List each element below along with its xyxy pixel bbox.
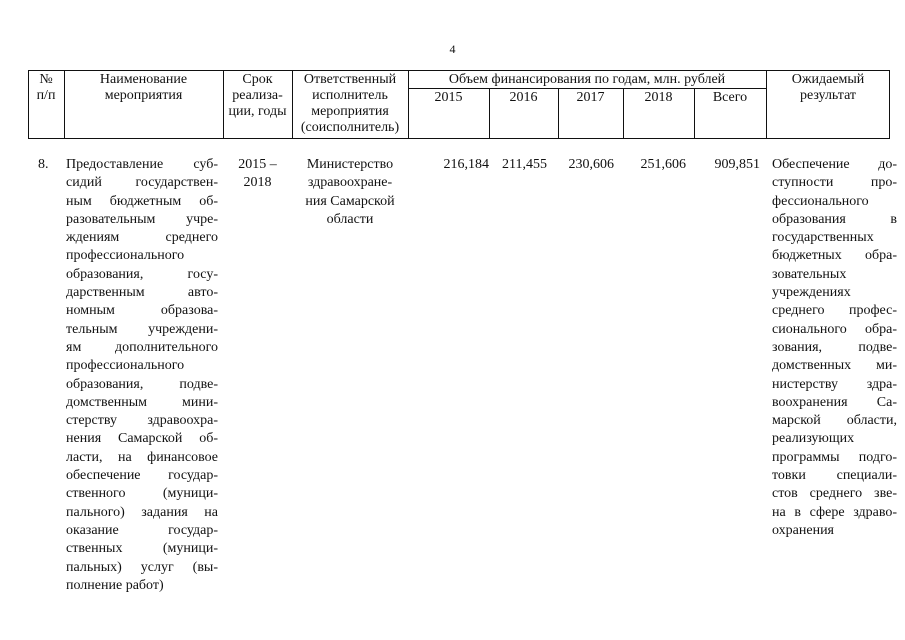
result-line: стов среднего зве-	[772, 486, 897, 502]
responsible-line: области	[326, 211, 374, 227]
description-line: Предоставление суб-	[66, 157, 218, 172]
header-number-line: №	[39, 72, 53, 87]
header-term-line: ции, годы	[228, 104, 287, 119]
description-line: ждениям среднего	[66, 230, 218, 246]
description-line: ям дополнительного	[66, 339, 218, 355]
header-result-line: Ожидаемый	[791, 72, 865, 87]
header-number	[28, 72, 64, 104]
description-line: профессионального	[66, 358, 185, 374]
description-line: пальных) услуг (вы-	[66, 559, 218, 575]
header-total: Всего	[712, 90, 748, 105]
value-2017: 230,606	[568, 157, 614, 172]
header-funding: Объем финансирования по годам, млн. рублей	[448, 72, 726, 87]
description-line: сидий государствен-	[66, 175, 218, 191]
row-number: 8.	[38, 157, 49, 172]
description-line: образования, госу-	[66, 266, 218, 282]
description-line: ственного (муници-	[66, 486, 218, 502]
header-year-2016: 2016	[509, 90, 538, 105]
responsible-line: ния Самарской	[305, 193, 395, 209]
funding-subheader-line	[408, 88, 766, 89]
description-line: ным бюджетным об-	[66, 193, 218, 209]
result-line: среднего профес-	[772, 303, 897, 319]
value-2016: 211,455	[502, 157, 547, 172]
header-term-line: реализа-	[232, 88, 283, 103]
responsible-line: здравоохране-	[307, 175, 393, 191]
value-total: 909,851	[714, 157, 760, 172]
description-line: нения Самарской об-	[66, 431, 218, 447]
result-line: образования в	[772, 211, 897, 227]
row-description	[66, 156, 218, 595]
result-line: фессионального	[772, 193, 869, 209]
result-line: зования, подве-	[772, 339, 897, 355]
header-result	[766, 72, 890, 104]
description-line: разовательным учре-	[66, 211, 218, 227]
description-line: стерству здравоохра-	[66, 413, 218, 429]
value-2018: 251,606	[640, 157, 686, 172]
row-responsible	[292, 156, 408, 229]
description-line: номным образова-	[66, 303, 218, 319]
description-line: тельным учреждени-	[66, 321, 218, 337]
result-line: товки специали-	[772, 468, 897, 484]
row-term-line: 2015 –	[238, 157, 277, 172]
header-name-line: мероприятия	[104, 88, 183, 103]
result-line: зовательных	[772, 266, 847, 282]
result-line: охранения	[772, 522, 834, 538]
description-line: образования, подве-	[66, 376, 218, 392]
page-number: 4	[449, 42, 456, 56]
header-year-2018: 2018	[644, 90, 673, 105]
row-term-line: 2018	[243, 175, 272, 191]
result-line: сионального обра-	[772, 321, 897, 337]
header-name-line: Наименование	[99, 72, 188, 87]
header-responsible	[292, 72, 408, 136]
description-line: дарственным авто-	[66, 285, 218, 301]
header-term	[223, 72, 292, 120]
responsible-line: Министерство	[306, 157, 394, 172]
header-responsible-line: (соисполнитель)	[300, 120, 400, 135]
value-2015: 216,184	[443, 157, 489, 172]
result-line: марской области,	[772, 413, 897, 429]
result-line: учреждениях	[772, 285, 851, 301]
header-year-2015: 2015	[434, 90, 463, 105]
header-responsible-line: мероприятия	[311, 104, 389, 119]
result-line: на в сфере здраво-	[772, 504, 897, 520]
description-line: ственных (муници-	[66, 541, 218, 557]
result-line: реализующих	[772, 431, 855, 447]
header-responsible-line: исполнитель	[312, 88, 388, 103]
header-responsible-line: Ответственный	[303, 72, 397, 87]
description-line: домственным мини-	[66, 394, 218, 410]
row-expected-result	[772, 156, 897, 540]
result-line: ступности про-	[772, 175, 897, 191]
description-line: профессионального	[66, 248, 185, 264]
header-result-line: результат	[799, 88, 857, 103]
header-term-line: Срок	[242, 72, 273, 87]
description-line: обеспечение государ-	[66, 468, 218, 484]
result-line: домственных ми-	[772, 358, 897, 374]
result-line: государственных	[772, 230, 874, 246]
row-term	[223, 156, 292, 193]
result-line: программы подго-	[772, 449, 897, 465]
description-line: полнение работ)	[66, 577, 164, 593]
header-name	[64, 72, 223, 104]
result-line: бюджетных обра-	[772, 248, 897, 264]
description-line: ласти, на финансовое	[66, 449, 218, 465]
description-line: пального) задания на	[66, 504, 218, 520]
header-number-line: п/п	[36, 88, 56, 103]
result-line: Обеспечение до-	[772, 157, 897, 172]
result-line: нистерству здра-	[772, 376, 897, 392]
description-line: оказание государ-	[66, 522, 218, 538]
header-year-2017: 2017	[576, 90, 605, 105]
result-line: воохранения Са-	[772, 394, 897, 410]
